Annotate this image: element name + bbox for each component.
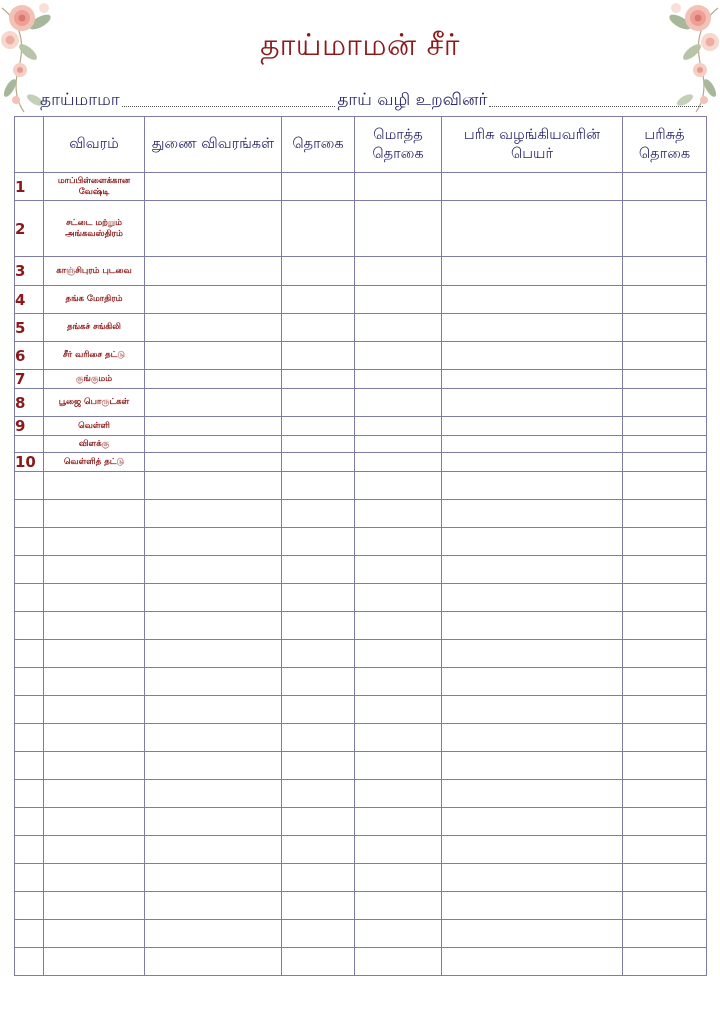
blank-table-row <box>15 472 707 500</box>
row-giver-name-cell[interactable] <box>442 201 623 257</box>
maternal-relative-label: தாய் வழி உறவினர் <box>337 90 488 110</box>
row-giver-name-cell[interactable] <box>442 173 623 201</box>
blank-cell[interactable] <box>355 668 442 696</box>
blank-cell[interactable] <box>442 724 623 752</box>
blank-cell[interactable] <box>15 528 44 556</box>
blank-cell[interactable] <box>145 780 282 808</box>
row-gift-amount-cell[interactable] <box>623 201 707 257</box>
row-giver-name-cell[interactable] <box>442 417 623 436</box>
row-item-label: பூஜை பொருட்கள் <box>44 389 145 417</box>
blank-cell[interactable] <box>15 668 44 696</box>
blank-cell[interactable] <box>282 500 355 528</box>
blank-cell[interactable] <box>282 668 355 696</box>
blank-table-row <box>15 836 707 864</box>
maternal-uncle-fill-line <box>122 105 336 107</box>
blank-cell[interactable] <box>623 640 707 668</box>
blank-table-row <box>15 500 707 528</box>
row-item-label: சட்டை மற்றும் அங்கவஸ்திரம் <box>44 201 145 257</box>
blank-cell[interactable] <box>282 920 355 948</box>
table-row <box>15 286 707 314</box>
row-item-label: தங்க மோதிரம் <box>44 286 145 314</box>
blank-cell[interactable] <box>44 640 145 668</box>
table-row <box>15 257 707 286</box>
blank-cell[interactable] <box>355 864 442 892</box>
blank-table-row <box>15 920 707 948</box>
maternal-relative-fill-line <box>489 105 703 107</box>
blank-cell[interactable] <box>355 584 442 612</box>
row-total-amount-cell[interactable] <box>355 342 442 370</box>
blank-cell[interactable] <box>15 696 44 724</box>
blank-cell[interactable] <box>623 612 707 640</box>
blank-cell[interactable] <box>44 556 145 584</box>
blank-cell[interactable] <box>44 584 145 612</box>
blank-cell[interactable] <box>623 668 707 696</box>
row-number: 7 <box>15 370 44 389</box>
blank-cell[interactable] <box>442 948 623 976</box>
row-gift-amount-cell[interactable] <box>623 370 707 389</box>
blank-cell[interactable] <box>145 724 282 752</box>
blank-cell[interactable] <box>44 948 145 976</box>
blank-cell[interactable] <box>282 836 355 864</box>
row-item-label: விளக்கு <box>44 436 145 453</box>
blank-table-row <box>15 948 707 976</box>
blank-table-row <box>15 640 707 668</box>
blank-cell[interactable] <box>282 724 355 752</box>
table-row <box>15 436 707 453</box>
blank-cell[interactable] <box>282 696 355 724</box>
blank-table-row <box>15 808 707 836</box>
blank-cell[interactable] <box>15 836 44 864</box>
row-total-amount-cell[interactable] <box>355 453 442 472</box>
blank-cell[interactable] <box>355 640 442 668</box>
blank-cell[interactable] <box>623 724 707 752</box>
blank-cell[interactable] <box>44 696 145 724</box>
row-number: 6 <box>15 342 44 370</box>
blank-cell[interactable] <box>44 528 145 556</box>
blank-cell[interactable] <box>15 500 44 528</box>
row-item-label: மாப்பிள்ளைக்கான வேஷ்டி <box>44 173 145 201</box>
blank-cell[interactable] <box>442 640 623 668</box>
row-amount-cell[interactable] <box>282 257 355 286</box>
blank-cell[interactable] <box>355 556 442 584</box>
blank-cell[interactable] <box>355 696 442 724</box>
row-number: 8 <box>15 389 44 417</box>
blank-cell[interactable] <box>282 528 355 556</box>
blank-cell[interactable] <box>623 500 707 528</box>
row-gift-amount-cell[interactable] <box>623 173 707 201</box>
header-details: விவரம் <box>44 117 145 173</box>
row-sub-details-cell[interactable] <box>145 453 282 472</box>
row-giver-name-cell[interactable] <box>442 286 623 314</box>
blank-cell[interactable] <box>623 892 707 920</box>
blank-cell[interactable] <box>442 668 623 696</box>
page-title: தாய்மாமன் சீர் <box>260 28 460 63</box>
row-amount-cell[interactable] <box>282 389 355 417</box>
table-row <box>15 342 707 370</box>
row-gift-amount-cell[interactable] <box>623 342 707 370</box>
blank-cell[interactable] <box>623 752 707 780</box>
blank-cell[interactable] <box>282 612 355 640</box>
blank-cell[interactable] <box>623 920 707 948</box>
blank-cell[interactable] <box>15 780 44 808</box>
table-row <box>15 453 707 472</box>
table-row <box>15 417 707 436</box>
blank-cell[interactable] <box>623 528 707 556</box>
row-number: 9 <box>15 417 44 436</box>
row-gift-amount-cell[interactable] <box>623 257 707 286</box>
table-row <box>15 370 707 389</box>
row-total-amount-cell[interactable] <box>355 286 442 314</box>
blank-table-row <box>15 528 707 556</box>
blank-cell[interactable] <box>44 724 145 752</box>
row-amount-cell[interactable] <box>282 314 355 342</box>
row-number: 4 <box>15 286 44 314</box>
blank-cell[interactable] <box>44 472 145 500</box>
row-number: 1 <box>15 173 44 201</box>
blank-cell[interactable] <box>15 584 44 612</box>
blank-cell[interactable] <box>145 500 282 528</box>
row-giver-name-cell[interactable] <box>442 257 623 286</box>
row-total-amount-cell[interactable] <box>355 257 442 286</box>
row-gift-amount-cell[interactable] <box>623 417 707 436</box>
blank-cell[interactable] <box>623 696 707 724</box>
row-giver-name-cell[interactable] <box>442 453 623 472</box>
blank-cell[interactable] <box>145 808 282 836</box>
blank-cell[interactable] <box>623 808 707 836</box>
blank-cell[interactable] <box>145 584 282 612</box>
blank-cell[interactable] <box>44 836 145 864</box>
row-amount-cell[interactable] <box>282 173 355 201</box>
row-amount-cell[interactable] <box>282 436 355 453</box>
row-amount-cell[interactable] <box>282 286 355 314</box>
blank-cell[interactable] <box>44 780 145 808</box>
blank-cell[interactable] <box>15 724 44 752</box>
blank-cell[interactable] <box>15 864 44 892</box>
row-sub-details-cell[interactable] <box>145 436 282 453</box>
row-gift-amount-cell[interactable] <box>623 436 707 453</box>
blank-cell[interactable] <box>282 640 355 668</box>
blank-cell[interactable] <box>623 864 707 892</box>
row-sub-details-cell[interactable] <box>145 173 282 201</box>
blank-cell[interactable] <box>44 500 145 528</box>
row-giver-name-cell[interactable] <box>442 389 623 417</box>
row-sub-details-cell[interactable] <box>145 417 282 436</box>
row-gift-amount-cell[interactable] <box>623 286 707 314</box>
blank-cell[interactable] <box>15 556 44 584</box>
row-sub-details-cell[interactable] <box>145 201 282 257</box>
blank-cell[interactable] <box>442 584 623 612</box>
header-amount: தொகை <box>282 117 355 173</box>
blank-table-row <box>15 724 707 752</box>
blank-table-row <box>15 780 707 808</box>
row-gift-amount-cell[interactable] <box>623 314 707 342</box>
row-number <box>15 436 44 453</box>
blank-cell[interactable] <box>355 472 442 500</box>
blank-cell[interactable] <box>442 836 623 864</box>
header-sub-details: துணை விவரங்கள் <box>145 117 282 173</box>
blank-cell[interactable] <box>145 752 282 780</box>
blank-cell[interactable] <box>44 892 145 920</box>
blank-cell[interactable] <box>442 500 623 528</box>
blank-cell[interactable] <box>145 892 282 920</box>
row-amount-cell[interactable] <box>282 342 355 370</box>
blank-cell[interactable] <box>15 472 44 500</box>
blank-cell[interactable] <box>282 472 355 500</box>
blank-cell[interactable] <box>282 556 355 584</box>
blank-cell[interactable] <box>282 584 355 612</box>
row-amount-cell[interactable] <box>282 370 355 389</box>
blank-cell[interactable] <box>442 864 623 892</box>
row-total-amount-cell[interactable] <box>355 201 442 257</box>
blank-cell[interactable] <box>44 808 145 836</box>
blank-cell[interactable] <box>355 892 442 920</box>
blank-cell[interactable] <box>623 472 707 500</box>
row-giver-name-cell[interactable] <box>442 436 623 453</box>
row-item-label: சீர் வரிசை தட்டு <box>44 342 145 370</box>
blank-table-row <box>15 892 707 920</box>
blank-table-row <box>15 556 707 584</box>
blank-cell[interactable] <box>282 864 355 892</box>
row-gift-amount-cell[interactable] <box>623 453 707 472</box>
blank-cell[interactable] <box>355 808 442 836</box>
maternal-uncle-label: தாய்மாமா <box>40 90 120 110</box>
row-total-amount-cell[interactable] <box>355 370 442 389</box>
blank-cell[interactable] <box>282 948 355 976</box>
row-sub-details-cell[interactable] <box>145 342 282 370</box>
row-item-label: வெள்ளித் தட்டு <box>44 453 145 472</box>
blank-cell[interactable] <box>15 612 44 640</box>
blank-cell[interactable] <box>355 780 442 808</box>
blank-cell[interactable] <box>145 472 282 500</box>
row-number: 5 <box>15 314 44 342</box>
blank-cell[interactable] <box>282 808 355 836</box>
blank-cell[interactable] <box>145 864 282 892</box>
blank-cell[interactable] <box>442 892 623 920</box>
blank-cell[interactable] <box>282 780 355 808</box>
blank-cell[interactable] <box>355 528 442 556</box>
blank-table-row <box>15 696 707 724</box>
header-number-cell <box>15 117 44 173</box>
blank-cell[interactable] <box>145 920 282 948</box>
row-total-amount-cell[interactable] <box>355 314 442 342</box>
blank-cell[interactable] <box>442 556 623 584</box>
row-sub-details-cell[interactable] <box>145 314 282 342</box>
blank-cell[interactable] <box>442 780 623 808</box>
blank-cell[interactable] <box>15 892 44 920</box>
blank-cell[interactable] <box>355 500 442 528</box>
row-total-amount-cell[interactable] <box>355 389 442 417</box>
blank-cell[interactable] <box>15 808 44 836</box>
row-item-label: காஞ்சிபுரம் புடவை <box>44 257 145 286</box>
blank-cell[interactable] <box>145 640 282 668</box>
blank-cell[interactable] <box>623 584 707 612</box>
row-amount-cell[interactable] <box>282 453 355 472</box>
row-item-label: வெள்ளி <box>44 417 145 436</box>
row-total-amount-cell[interactable] <box>355 436 442 453</box>
relation-line <box>40 88 705 112</box>
table-row <box>15 173 707 201</box>
blank-cell[interactable] <box>145 668 282 696</box>
row-number: 3 <box>15 257 44 286</box>
row-sub-details-cell[interactable] <box>145 286 282 314</box>
header-giver-name: பரிசு வழங்கியவரின் பெயர் <box>442 117 623 173</box>
blank-cell[interactable] <box>442 472 623 500</box>
blank-cell[interactable] <box>44 612 145 640</box>
row-giver-name-cell[interactable] <box>442 370 623 389</box>
header-total-amount: மொத்த தொகை <box>355 117 442 173</box>
row-amount-cell[interactable] <box>282 201 355 257</box>
blank-cell[interactable] <box>623 836 707 864</box>
blank-cell[interactable] <box>355 724 442 752</box>
header-gift-amount: பரிசுத் தொகை <box>623 117 707 173</box>
blank-cell[interactable] <box>145 948 282 976</box>
blank-cell[interactable] <box>145 836 282 864</box>
blank-cell[interactable] <box>145 612 282 640</box>
blank-cell[interactable] <box>355 836 442 864</box>
row-total-amount-cell[interactable] <box>355 173 442 201</box>
blank-cell[interactable] <box>44 920 145 948</box>
blank-cell[interactable] <box>44 752 145 780</box>
row-number: 2 <box>15 201 44 257</box>
blank-cell[interactable] <box>623 948 707 976</box>
blank-cell[interactable] <box>282 892 355 920</box>
blank-cell[interactable] <box>442 612 623 640</box>
row-total-amount-cell[interactable] <box>355 417 442 436</box>
blank-cell[interactable] <box>44 864 145 892</box>
blank-cell[interactable] <box>355 948 442 976</box>
blank-cell[interactable] <box>145 556 282 584</box>
gift-ledger-table <box>14 116 707 976</box>
blank-cell[interactable] <box>355 920 442 948</box>
row-item-label: தங்கச் சங்கிலி <box>44 314 145 342</box>
blank-cell[interactable] <box>442 528 623 556</box>
blank-cell[interactable] <box>355 612 442 640</box>
blank-cell[interactable] <box>15 752 44 780</box>
blank-cell[interactable] <box>442 752 623 780</box>
row-sub-details-cell[interactable] <box>145 257 282 286</box>
blank-table-row <box>15 584 707 612</box>
blank-cell[interactable] <box>282 752 355 780</box>
blank-cell[interactable] <box>15 640 44 668</box>
blank-cell[interactable] <box>623 556 707 584</box>
row-giver-name-cell[interactable] <box>442 314 623 342</box>
table-header-row <box>15 117 707 173</box>
blank-table-row <box>15 864 707 892</box>
blank-cell[interactable] <box>442 808 623 836</box>
blank-cell[interactable] <box>44 668 145 696</box>
blank-cell[interactable] <box>623 780 707 808</box>
blank-cell[interactable] <box>442 920 623 948</box>
blank-table-row <box>15 752 707 780</box>
blank-cell[interactable] <box>145 696 282 724</box>
row-sub-details-cell[interactable] <box>145 389 282 417</box>
row-number: 10 <box>15 453 44 472</box>
table-row <box>15 389 707 417</box>
blank-table-row <box>15 612 707 640</box>
blank-cell[interactable] <box>145 528 282 556</box>
blank-cell[interactable] <box>15 948 44 976</box>
blank-cell[interactable] <box>355 752 442 780</box>
row-giver-name-cell[interactable] <box>442 342 623 370</box>
blank-cell[interactable] <box>15 920 44 948</box>
row-sub-details-cell[interactable] <box>145 370 282 389</box>
table-row <box>15 201 707 257</box>
row-gift-amount-cell[interactable] <box>623 389 707 417</box>
row-amount-cell[interactable] <box>282 417 355 436</box>
row-item-label: குங்குமம் <box>44 370 145 389</box>
table-row <box>15 314 707 342</box>
blank-cell[interactable] <box>442 696 623 724</box>
blank-table-row <box>15 668 707 696</box>
